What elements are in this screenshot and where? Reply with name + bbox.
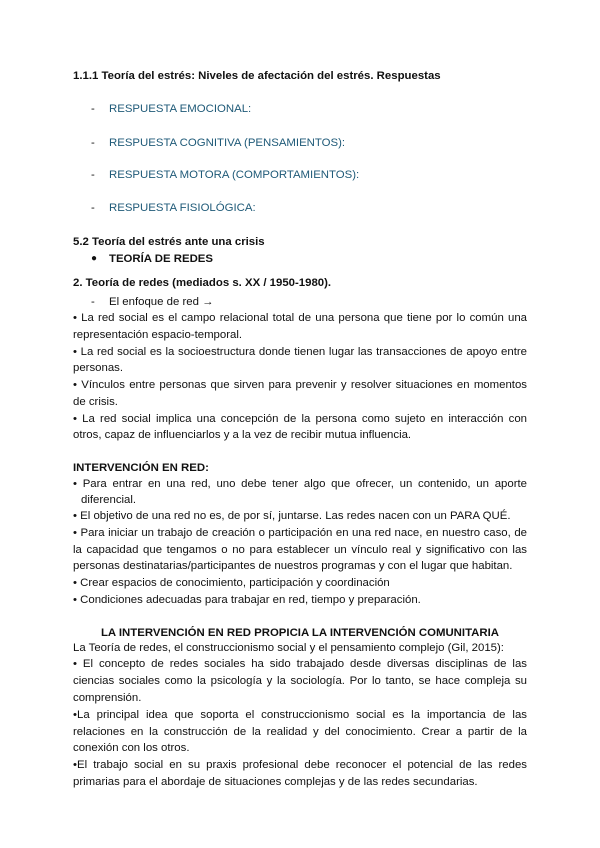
paragraph-line: • Para iniciar un trabajo de creación o participación en una red nace, en nuestro caso, de: [73, 527, 527, 539]
response-item-emocional: RESPUESTA EMOCIONAL:: [109, 103, 252, 115]
paragraph-line: personas destinatarias/participantes de nuestros programas y con el lugar que habitan.: [73, 560, 513, 572]
dash-marker: -: [91, 202, 95, 214]
paragraph-line: • Crear espacios de conocimiento, participación y coordinación: [73, 577, 390, 589]
section-heading-teoria-redes: 2. Teoría de redes (mediados s. XX / 1950-1980).: [73, 277, 332, 289]
bullet-dot-icon: ●: [91, 253, 98, 264]
paragraph-line: La Teoría de redes, el construccionismo social y el pensamiento complejo (Gil, 2015):: [73, 642, 504, 654]
paragraph-line: conexión con los otros.: [73, 742, 190, 754]
paragraph-line: representación espacio-temporal.: [73, 329, 243, 341]
enfoque-de-red: El enfoque de red →: [109, 296, 214, 308]
paragraph-line: diferencial.: [81, 494, 137, 506]
paragraph-line: • El concepto de redes sociales ha sido trabajado desde diversas disciplinas de las: [73, 658, 527, 670]
paragraph-line: la capacidad que tengamos o no para establecer un vínculo real y significativo con las: [73, 544, 527, 556]
paragraph-line: otros, capaz de influenciarlos y a la vez de recibir mutua influencia.: [73, 429, 412, 441]
paragraph-line: relaciones en la construcción de la realidad y del conocimiento. Crear a partir de la: [73, 726, 527, 738]
paragraph-line: • La red social es la socioestructura donde tienen lugar las transacciones de apoyo entre: [73, 346, 527, 358]
dash-marker: -: [91, 296, 95, 308]
paragraph-line: • Para entrar en una red, uno debe tener algo que ofrecer, un contenido, un aporte: [73, 478, 527, 490]
section-heading-niveles: 1.1.1 Teoría del estrés: Niveles de afectación del estrés. Respuestas: [73, 70, 441, 82]
response-item-fisiologica: RESPUESTA FISIOLÓGICA:: [109, 202, 256, 214]
dash-marker: -: [91, 137, 95, 149]
paragraph-line: • La red social es el campo relacional total de una persona que tiene por lo común una: [73, 312, 527, 324]
response-item-cognitiva: RESPUESTA COGNITIVA (PENSAMIENTOS):: [109, 137, 346, 149]
paragraph-line: • La red social implica una concepción de la persona como sujeto en interacción con: [73, 413, 527, 425]
paragraph-line: • Condiciones adecuadas para trabajar en red, tiempo y preparación.: [73, 594, 421, 606]
paragraph-line: ciencias sociales como la psicología y la sociología. Por lo tanto, se hace compleja su: [73, 675, 527, 687]
paragraph-line: de crisis.: [73, 396, 118, 408]
section-heading-intervencion-comunitaria: LA INTERVENCIÓN EN RED PROPICIA LA INTERVENCIÓN COMUNITARIA: [100, 627, 500, 639]
paragraph-line: comprensión.: [73, 692, 142, 704]
paragraph-line: primarias para el abordaje de situaciones complejas y de las redes secundarias.: [73, 776, 478, 788]
paragraph-line: •La principal idea que soporta el construccionismo social es la importancia de las: [73, 709, 527, 721]
section-heading-intervencion-red: INTERVENCIÓN EN RED:: [73, 462, 209, 474]
response-item-motora: RESPUESTA MOTORA (COMPORTAMIENTOS):: [109, 169, 360, 181]
dash-marker: -: [91, 169, 95, 181]
dash-marker: -: [91, 103, 95, 115]
paragraph-line: • El objetivo de una red no es, de por sí, juntarse. Las redes nacen con un PARA QUÉ.: [73, 510, 511, 522]
paragraph-line: • Vínculos entre personas que sirven para prevenir y resolver situaciones en momentos: [73, 379, 527, 391]
section-heading-crisis: 5.2 Teoría del estrés ante una crisis: [73, 236, 265, 248]
paragraph-line: personas.: [73, 362, 124, 374]
bullet-teoria-redes: TEORÍA DE REDES: [109, 253, 214, 265]
paragraph-line: •El trabajo social en su praxis profesional debe reconocer el potencial de las redes: [73, 759, 527, 771]
